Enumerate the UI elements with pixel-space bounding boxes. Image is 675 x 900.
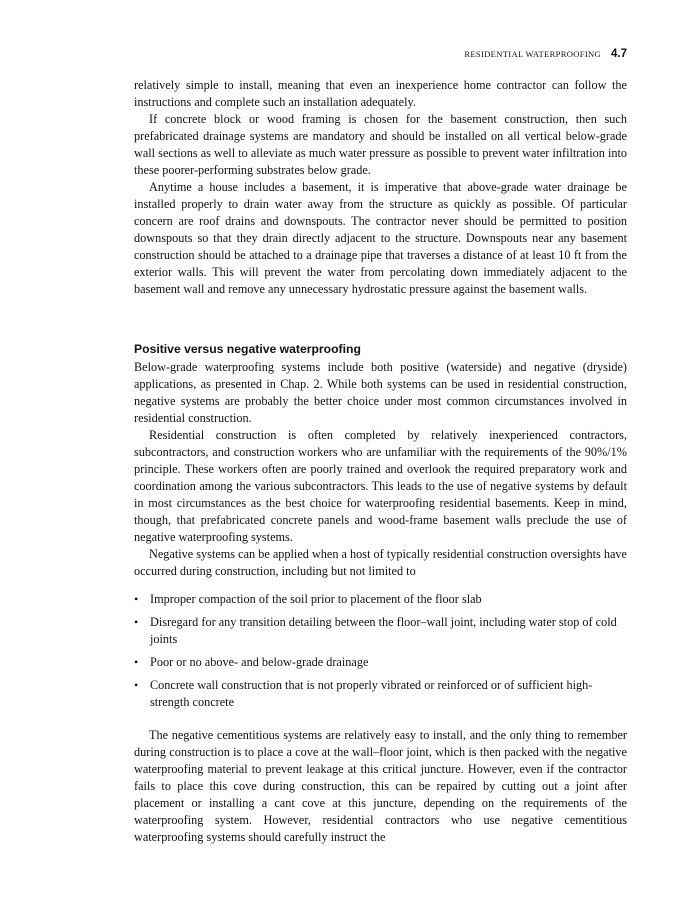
list-item: [134, 614, 627, 648]
bullet-list: [134, 591, 627, 711]
list-item: [134, 654, 627, 671]
list-item-text: Disregard for any transition detailing between the floor–wall joint, including water stop of cold joints: [150, 615, 617, 646]
bullet-icon: •: [134, 678, 139, 692]
section-heading: Positive versus negative waterproofing: [134, 342, 361, 356]
running-title: RESIDENTIAL WATERPROOFING: [464, 49, 601, 59]
page-number: 4.7: [611, 48, 627, 60]
running-header: [134, 44, 627, 62]
paragraph: Anytime a house includes a basement, it is imperative that above-grade water drainage be installed properly to drain water away from the structure as quickly as possible. Of particular concern are roof drains and downspouts. The contractor never should be permitted to position downspouts so that they drain directly adjacent to the structure. Downspouts near any basement construction should be attached to a drainage pipe that traverses a distance of at least 10 ft from the exterior walls. This will prevent the water from percolating down immediately adjacent to the basement wall and remove any unnecessary hydrostatic pressure against the basement walls.: [134, 180, 627, 296]
paragraph: Negative systems can be applied when a host of typically residential construction oversights have occurred during construction, including but not limited to: [134, 547, 627, 578]
paragraph-continued: relatively simple to install, meaning that even an inexperience home contractor can follow the instructions and complete such an installation adequately.: [134, 78, 627, 109]
body-text: [134, 77, 627, 846]
bullet-icon: •: [134, 592, 139, 606]
list-item-text: Concrete wall construction that is not properly vibrated or reinforced or of sufficient high-strength concrete: [150, 678, 593, 709]
bullet-icon: •: [134, 615, 139, 629]
paragraph: If concrete block or wood framing is chosen for the basement construction, then such prefabricated drainage systems are mandatory and should be installed on all vertical below-grade wall sections as well to alleviate as much water pressure as possible to prevent water infiltration into these poorer-performing substrates below grade.: [134, 112, 627, 177]
list-item-text: Poor or no above- and below-grade drainage: [150, 655, 369, 669]
list-item-text: Improper compaction of the soil prior to placement of the floor slab: [150, 592, 482, 606]
list-item: [134, 591, 627, 608]
list-item: [134, 677, 627, 711]
paragraph: The negative cementitious systems are relatively easy to install, and the only thing to remember during construction is to place a cove at the wall–floor joint, which is then packed with the negative waterproofing material to prevent leakage at this critical juncture. However, even if the contractor fails to place this cove during construction, this can be repaired by cutting out a joint after placement or installing a cant cove at this juncture, depending on the requirements of the waterproofing system. However, residential contractors who use negative cementitious waterproofing systems should carefully instruct the: [134, 728, 627, 844]
paragraph: Below-grade waterproofing systems include both positive (waterside) and negative (dryside) applications, as presented in Chap. 2. While both systems can be used in residential construction, negative systems are probably the better choice under most common circumstances involved in residential construction.: [134, 360, 627, 425]
bullet-icon: •: [134, 655, 139, 669]
paragraph: Residential construction is often completed by relatively inexperienced contractors, subcontractors, and construction workers who are unfamiliar with the requirements of the 90%/1% principle. These workers often are poorly trained and overlook the required preparatory work and coordination among the various subcontractors. This leads to the use of negative systems by default in most circumstances as the best choice for waterproofing residential basements. Keep in mind, though, that prefabricated concrete panels and wood-frame basement walls preclude the use of negative waterproofing systems.: [134, 428, 627, 544]
